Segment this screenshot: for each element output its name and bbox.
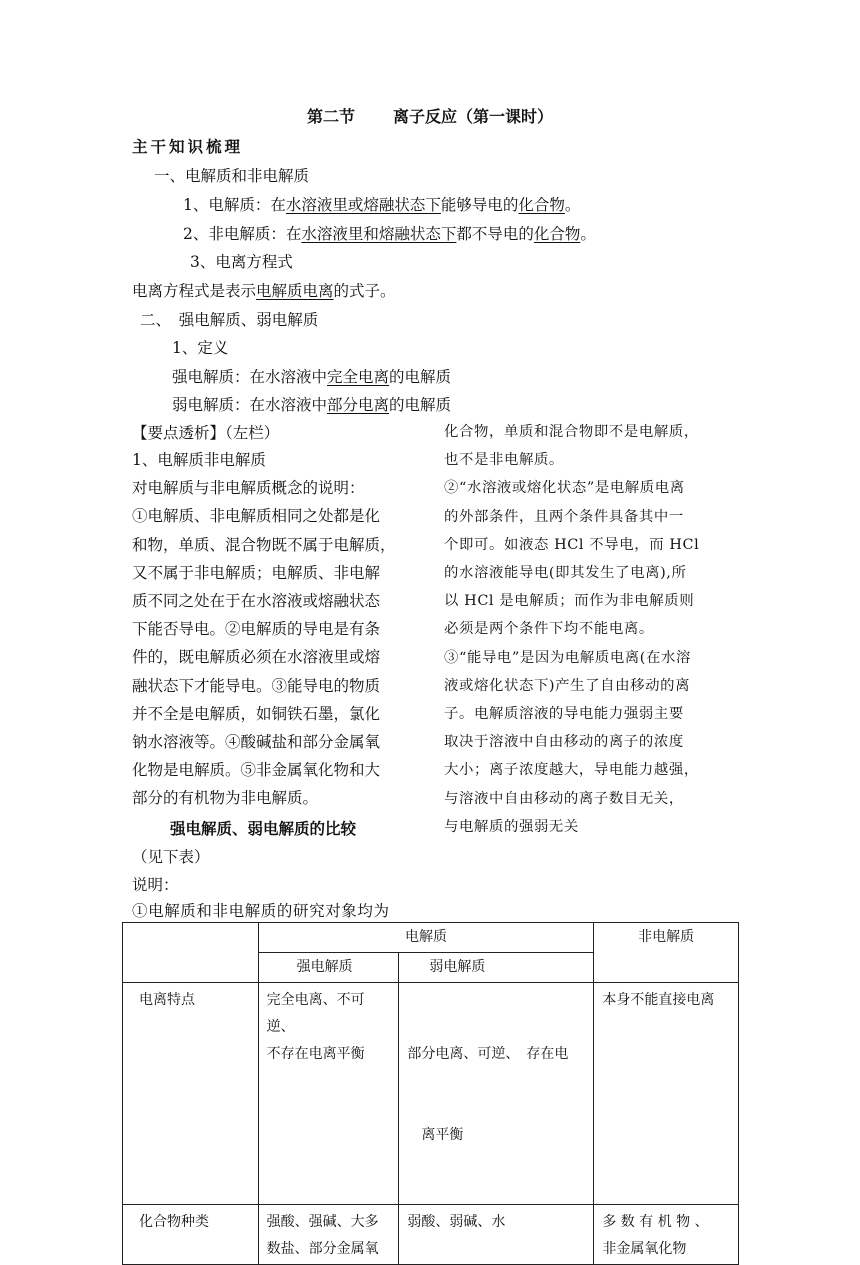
row-label: 电离特点	[123, 983, 259, 1205]
cell-weak: 部分电离、可逆、 存在电 离平衡	[399, 983, 594, 1205]
weak-electrolyte-definition: 弱电解质：在水溶液中部分电离的电解质	[172, 396, 452, 414]
left-line: 和物，单质、混合物既不属于电解质，	[132, 535, 396, 554]
definition-electrolyte: 1、电解质：在水溶液里或熔融状态下能够导电的化合物。	[183, 196, 581, 214]
right-line: 与溶液中自由移动的离子数目无关，	[444, 790, 684, 807]
ionization-equation-definition: 电离方程式是表示电解质电离的式子。	[132, 282, 396, 300]
ionization-equation-heading: 3、电离方程式	[190, 253, 293, 271]
left-line: 又不属于非电解质；电解质、非电解	[132, 563, 381, 582]
analysis-right-column	[444, 418, 744, 841]
right-line: 必须是两个条件下均不能电离。	[444, 621, 654, 638]
page-title	[0, 104, 860, 127]
right-line: 子。电解质溶液的导电能力强弱主要	[444, 706, 684, 723]
left-line: 化物是电解质。⑤非金属氧化物和大	[132, 761, 381, 780]
left-line: 钠水溶液等。④酸碱盐和部分金属氧	[132, 733, 381, 752]
table-header-row	[123, 923, 739, 953]
cell-non: 多 数 有 机 物 、 非金属氧化物	[594, 1205, 739, 1265]
right-line: ②“水溶液或熔化状态”是电解质电离	[444, 480, 685, 497]
header-weak: 弱电解质	[399, 953, 594, 983]
note-label: 说明：	[132, 876, 179, 894]
left-line: 部分的有机物为非电解质。	[132, 789, 319, 808]
right-line: ③“能导电”是因为电解质电离(在水溶	[444, 649, 691, 666]
cell-weak: 弱酸、弱碱、水	[399, 1205, 594, 1265]
header-electrolyte: 电解质	[258, 923, 594, 953]
s1-heading: 一、电解质和非电解质	[154, 167, 310, 185]
definition-heading: 1、定义	[172, 339, 229, 357]
note-line-1: ①电解质和非电解质的研究对象均为	[132, 902, 390, 920]
header-non-electrolyte: 非电解质	[594, 923, 739, 983]
row-label: 化合物种类	[123, 1205, 259, 1265]
table-row	[123, 983, 739, 1205]
left-line: 对电解质与非电解质概念的说明：	[132, 479, 365, 498]
left-line: ①电解质、非电解质相同之处都是化	[132, 507, 381, 526]
right-line: 化合物，单质和混合物即不是电解质，	[444, 424, 699, 440]
cell-strong: 强酸、强碱、大多 数盐、部分金属氧	[258, 1205, 399, 1265]
right-line: 取决于溶液中自由移动的离子的浓度	[444, 734, 684, 751]
right-line: 大小；离子浓度越大，导电能力越强，	[444, 762, 699, 779]
s2-heading: 二、 强电解质、弱电解质	[140, 311, 319, 329]
right-line: 液或熔化状态下)产生了自由移动的离	[444, 677, 691, 694]
strong-electrolyte-definition: 强电解质：在水溶液中完全电离的电解质	[172, 368, 452, 386]
comparison-table	[122, 922, 739, 1265]
comparison-heading: 强电解质、弱电解质的比较	[170, 820, 357, 838]
see-table-note: （见下表）	[132, 848, 210, 866]
header-strong: 强电解质	[258, 953, 399, 983]
section-heading: 主干知识梳理	[132, 138, 244, 156]
left-line: 下能否导电。②电解质的导电是有条	[132, 620, 381, 639]
title-section: 第二节	[306, 107, 355, 126]
cell-non: 本身不能直接电离	[594, 983, 739, 1205]
title-topic: 离子反应（第一课时）	[393, 107, 554, 126]
table-row	[123, 1205, 739, 1265]
right-line: 的外部条件，且两个条件具备其中一	[444, 508, 684, 525]
right-line: 个即可。如液态 HCl 不导电，而 HCl	[444, 536, 700, 553]
right-line: 以 HCl 是电解质；而作为非电解质则	[444, 593, 695, 610]
analysis-left-column	[132, 446, 420, 813]
analysis-title: 【要点透析】（左栏）	[132, 424, 280, 442]
right-line: 与电解质的强弱无关	[444, 818, 579, 835]
left-line: 1、电解质非电解质	[132, 451, 266, 469]
right-line: 的水溶液能导电(即其发生了电离),所	[444, 565, 687, 582]
left-line: 融状态下才能导电。③能导电的物质	[132, 676, 381, 695]
left-line: 并不全是电解质，如铜铁石墨，氯化	[132, 704, 381, 723]
right-line: 也不是非电解质。	[444, 452, 564, 469]
left-line: 质不同之处在于在水溶液或熔融状态	[132, 592, 381, 611]
table-corner-cell	[123, 923, 259, 983]
left-line: 件的，既电解质必须在水溶液里或熔	[132, 648, 381, 667]
cell-strong: 完全电离、不可逆、 不存在电离平衡	[258, 983, 399, 1205]
definition-non-electrolyte: 2、非电解质：在水溶液里和熔融状态下都不导电的化合物。	[183, 225, 596, 243]
